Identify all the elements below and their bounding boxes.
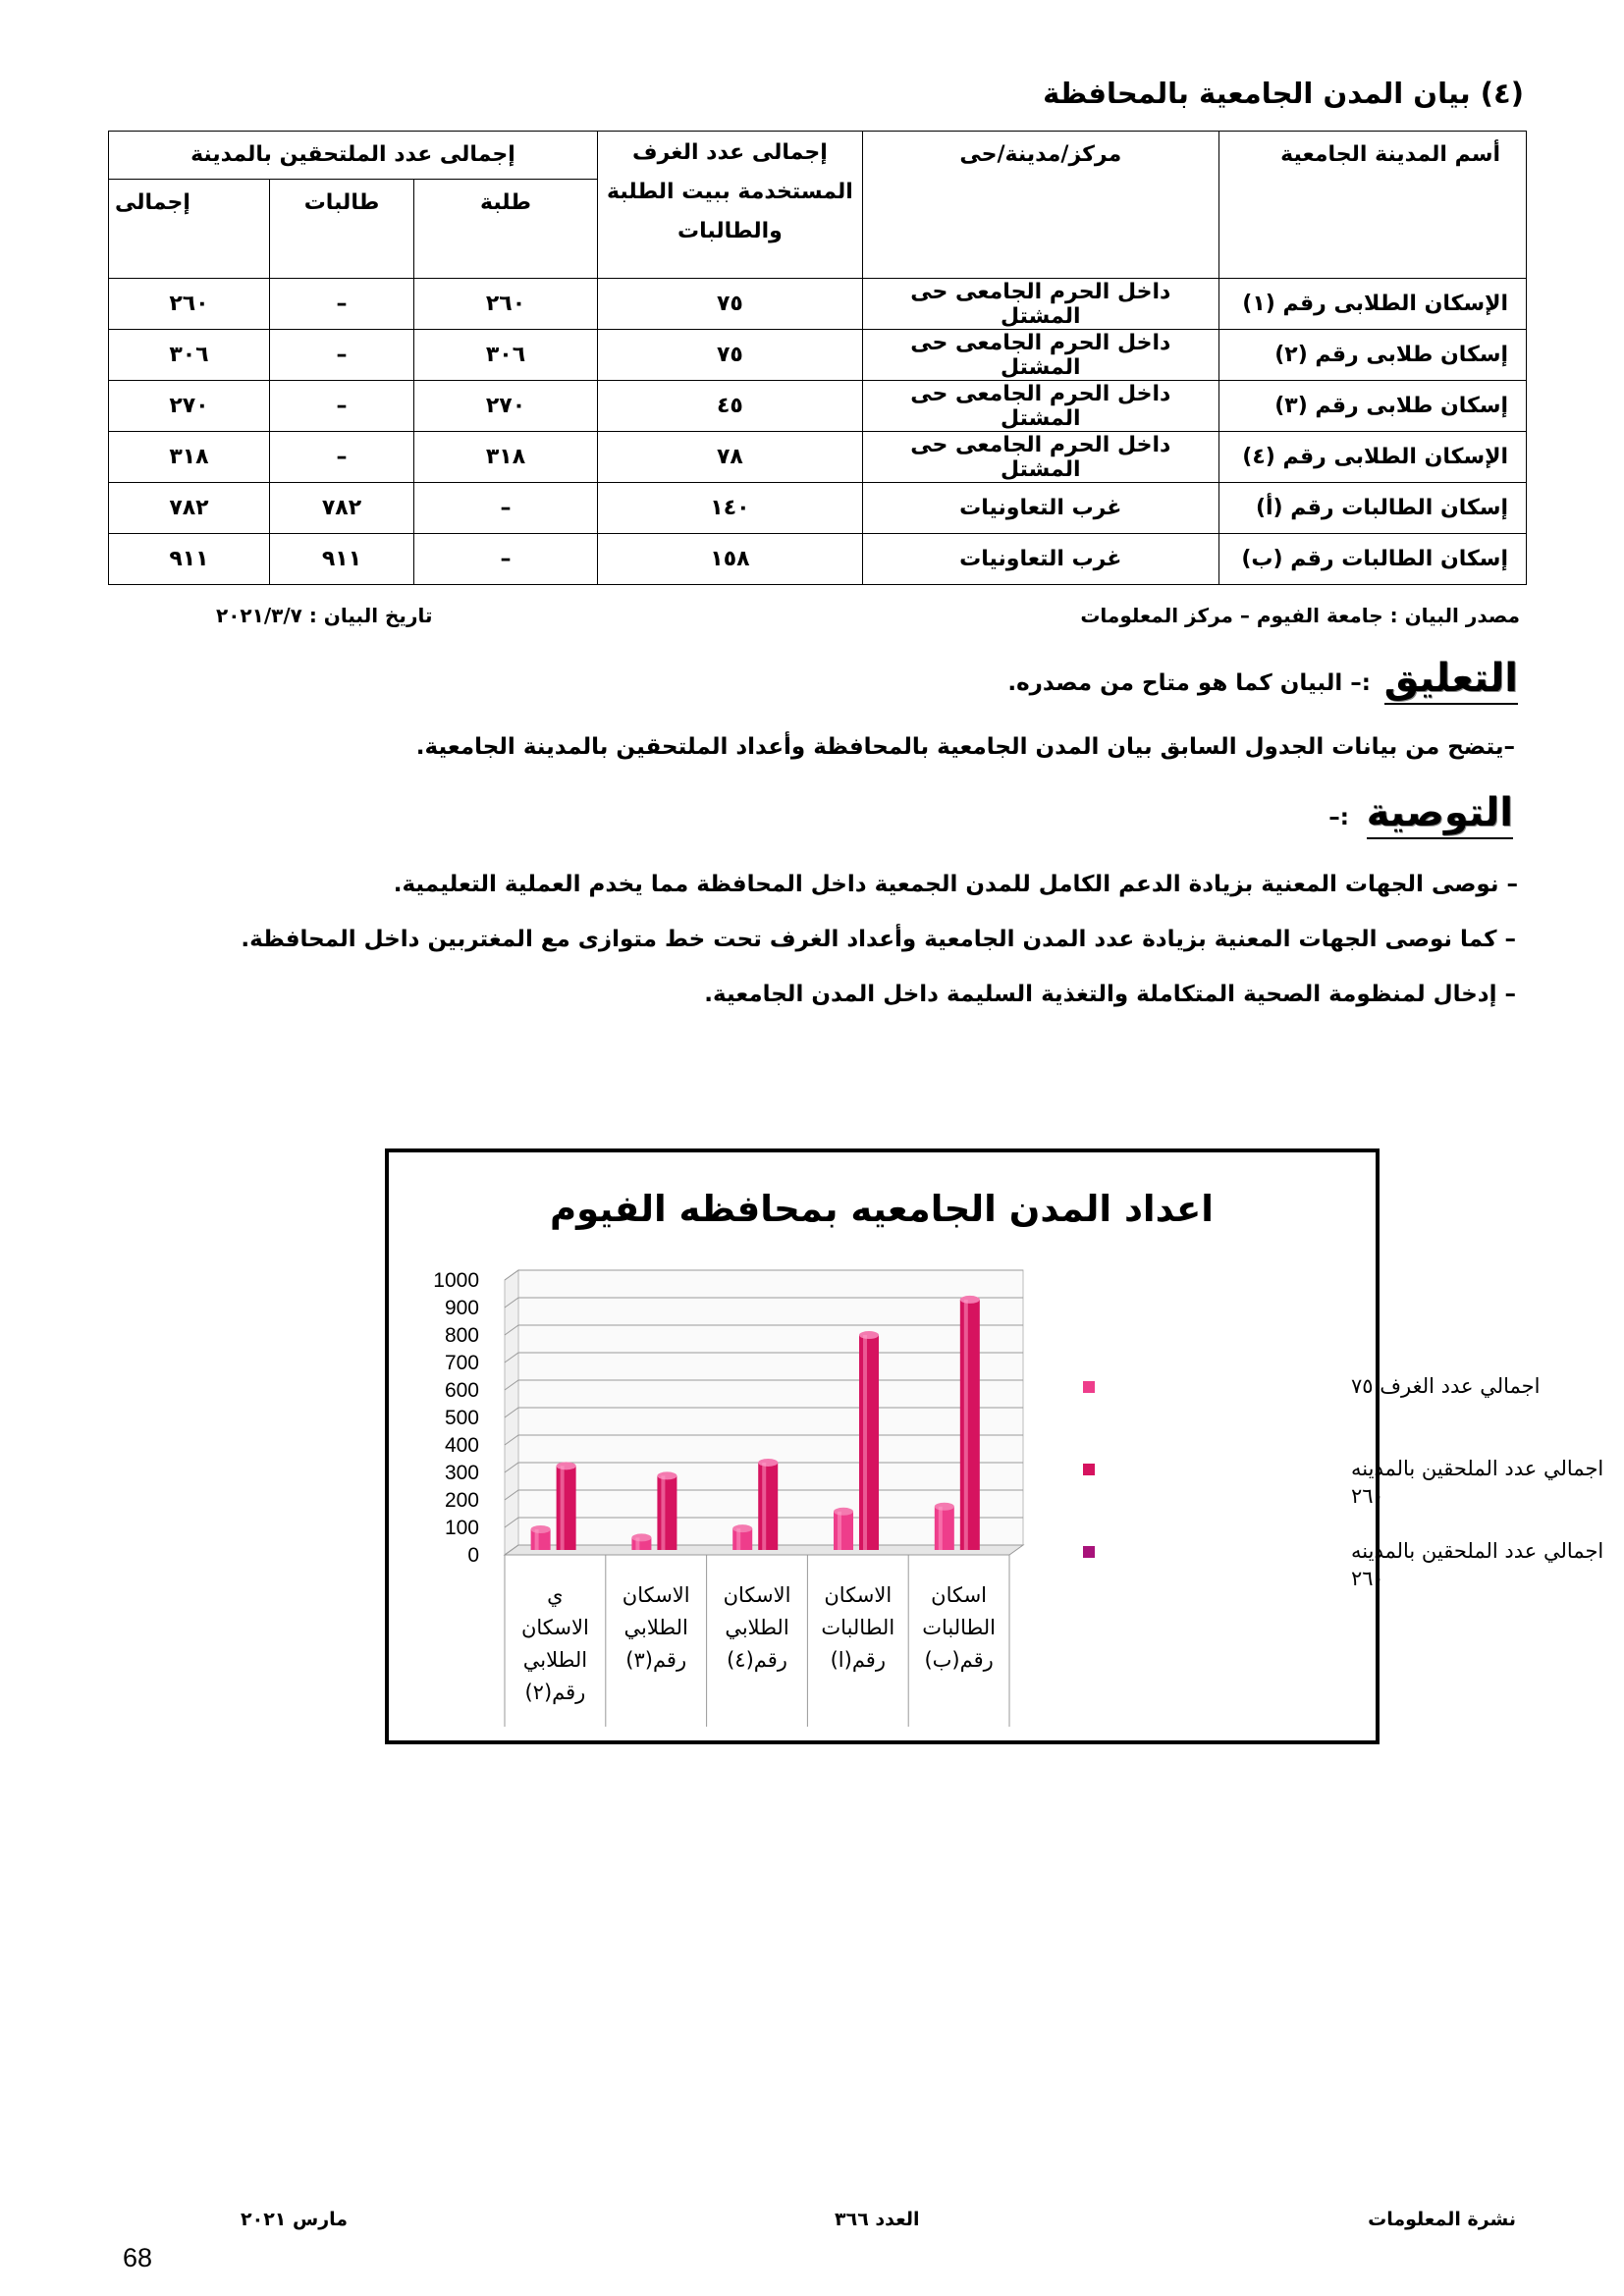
cell-male: ٢٧٠ bbox=[414, 381, 598, 432]
y-tick-label: 1000 bbox=[433, 1269, 479, 1292]
cell-name: إسكان طلابى رقم (٣) bbox=[1218, 381, 1526, 432]
x-category-label: الطالبات bbox=[821, 1616, 895, 1639]
cell-male: – bbox=[414, 534, 598, 585]
comment-detail: –يتضح من بيانات الجدول السابق بيان المدن الجامعية بالمحافظة وأعداد الملتحقين بالمدينة الجامعية. bbox=[415, 734, 1515, 760]
cell-rooms: ٧٥ bbox=[597, 330, 862, 381]
bar-top bbox=[557, 1462, 576, 1469]
y-tick-label: 900 bbox=[444, 1297, 479, 1319]
y-tick-label: 300 bbox=[444, 1462, 479, 1484]
bar bbox=[834, 1512, 853, 1550]
bar bbox=[935, 1507, 954, 1550]
cell-name: إسكان طلابى رقم (٢) bbox=[1218, 330, 1526, 381]
bar-highlight bbox=[661, 1475, 665, 1550]
x-category-label: الاسكان bbox=[723, 1583, 791, 1607]
table-row bbox=[109, 432, 1527, 483]
legend-swatch bbox=[1083, 1381, 1095, 1393]
y-tick-label: 600 bbox=[444, 1379, 479, 1402]
y-tick-label: 100 bbox=[444, 1517, 479, 1539]
bar-top bbox=[631, 1533, 651, 1541]
bar-top bbox=[834, 1508, 853, 1516]
cell-total: ٢٦٠ bbox=[109, 279, 270, 330]
bar bbox=[657, 1475, 677, 1550]
bar bbox=[557, 1466, 576, 1550]
x-category-label: الطلابي bbox=[725, 1616, 789, 1639]
data-date: تاريخ البيان : ٢٠٢١/٣/٧ bbox=[216, 604, 433, 627]
bar-highlight bbox=[838, 1512, 841, 1550]
footer-publication: نشرة المعلومات bbox=[1368, 2209, 1516, 2230]
y-tick-label: 200 bbox=[444, 1489, 479, 1512]
header-rooms: إجمالى عدد الغرف المستخدمة ببيت الطلبة والطالبات bbox=[597, 132, 862, 279]
cell-name: إسكان الطالبات رقم (أ) bbox=[1218, 483, 1526, 534]
header-male: طلبة bbox=[414, 180, 598, 279]
header-total: إجمالى bbox=[109, 180, 270, 279]
x-category-label: الطالبات bbox=[922, 1616, 996, 1639]
y-tick-label: 500 bbox=[444, 1407, 479, 1429]
cell-rooms: ١٤٠ bbox=[597, 483, 862, 534]
footer-issue: العدد ٣٦٦ bbox=[835, 2209, 920, 2230]
bar-highlight bbox=[635, 1537, 639, 1550]
comment-text: :– البيان كما هو متاح من مصدره. bbox=[1007, 670, 1371, 696]
cell-district: داخل الحرم الجامعى حى المشتل bbox=[862, 381, 1218, 432]
legend-label: اجمالي عدد الملحقين بالمدينه ٢٦٠ bbox=[1351, 1539, 1604, 1590]
header-enrolled: إجمالى عدد الملتحقين بالمدينة bbox=[109, 132, 598, 180]
bar bbox=[859, 1335, 879, 1550]
bar bbox=[758, 1463, 778, 1550]
table-row bbox=[109, 534, 1527, 585]
header-district: مركز/مدينة/حى bbox=[862, 132, 1218, 279]
x-category-label: اسكان bbox=[931, 1583, 988, 1607]
chart-title: اعداد المدن الجامعيه بمحافظه الفيوم bbox=[550, 1188, 1214, 1230]
bar bbox=[960, 1300, 980, 1550]
recommendation-item: – كما نوصى الجهات المعنية بزيادة عدد المدن الجامعية وأعداد الغرف تحت خط متوازى مع المغتربين داخل المحافظة. bbox=[241, 927, 1516, 952]
legend-label: اجمالي عدد الغرف ٧٥ bbox=[1351, 1374, 1541, 1398]
legend-label: اجمالي عدد الملحقين بالمدينه ٢٦٠ bbox=[1351, 1457, 1604, 1508]
bar-highlight bbox=[535, 1529, 539, 1550]
cell-male: ٣٠٦ bbox=[414, 330, 598, 381]
x-category-label: ي bbox=[547, 1583, 564, 1607]
recommendation-item: – إدخال لمنظومة الصحية المتكاملة والتغذية السليمة داخل المدن الجامعية. bbox=[704, 982, 1516, 1007]
cell-district: داخل الحرم الجامعى حى المشتل bbox=[862, 432, 1218, 483]
cell-name: الإسكان الطلابى رقم (١) bbox=[1218, 279, 1526, 330]
table-row bbox=[109, 279, 1527, 330]
cell-male: ٢٦٠ bbox=[414, 279, 598, 330]
bar-top bbox=[657, 1471, 677, 1479]
recommendation-suffix: :– bbox=[1328, 805, 1349, 830]
table-row bbox=[109, 330, 1527, 381]
x-category-label: الاسكان bbox=[520, 1616, 589, 1639]
y-tick-label: 800 bbox=[444, 1324, 479, 1347]
bar-highlight bbox=[561, 1466, 565, 1550]
x-category-label: الطلابي bbox=[623, 1616, 688, 1639]
x-category-label: الاسكان bbox=[622, 1583, 690, 1607]
legend-swatch bbox=[1083, 1546, 1095, 1558]
bar-highlight bbox=[863, 1335, 867, 1550]
cell-female: – bbox=[269, 279, 413, 330]
bar-highlight bbox=[964, 1300, 968, 1550]
y-tick-label: 700 bbox=[444, 1352, 479, 1374]
cell-total: ٩١١ bbox=[109, 534, 270, 585]
cell-name: الإسكان الطلابى رقم (٤) bbox=[1218, 432, 1526, 483]
cell-female: – bbox=[269, 432, 413, 483]
comment-heading: التعليق bbox=[1384, 656, 1518, 705]
chart-canvas bbox=[389, 1152, 1604, 1740]
cell-male: – bbox=[414, 483, 598, 534]
cell-male: ٣١٨ bbox=[414, 432, 598, 483]
cell-female: – bbox=[269, 330, 413, 381]
header-name: أسم المدينة الجامعية bbox=[1218, 132, 1526, 279]
page-number: 68 bbox=[123, 2243, 153, 2272]
recommendation-item: – نوصى الجهات المعنية بزيادة الدعم الكامل للمدن الجمعية داخل المحافظة مما يخدم العملية التعليمية. bbox=[393, 872, 1518, 897]
bar-top bbox=[758, 1459, 778, 1467]
x-category-label: الطلابي bbox=[522, 1648, 588, 1672]
cell-female: ٩١١ bbox=[269, 534, 413, 585]
cell-total: ٣١٨ bbox=[109, 432, 270, 483]
cell-district: داخل الحرم الجامعى حى المشتل bbox=[862, 330, 1218, 381]
x-category-label: رقم(٤) bbox=[727, 1648, 787, 1672]
cell-total: ٣٠٦ bbox=[109, 330, 270, 381]
footer-date: مارس ٢٠٢١ bbox=[241, 2209, 349, 2230]
cell-rooms: ٤٥ bbox=[597, 381, 862, 432]
bar-top bbox=[732, 1524, 752, 1532]
x-category-label: رقم(٢) bbox=[524, 1681, 586, 1704]
cell-female: – bbox=[269, 381, 413, 432]
cell-rooms: ١٥٨ bbox=[597, 534, 862, 585]
bar-highlight bbox=[736, 1528, 740, 1550]
bar-top bbox=[960, 1296, 980, 1304]
table-row bbox=[109, 381, 1527, 432]
bar-top bbox=[935, 1503, 954, 1511]
bar-chart bbox=[385, 1148, 1604, 1744]
cell-district: غرب التعاونيات bbox=[862, 534, 1218, 585]
cell-district: غرب التعاونيات bbox=[862, 483, 1218, 534]
data-source: مصدر البيان : جامعة الفيوم – مركز المعلومات bbox=[1080, 604, 1520, 627]
x-category-label: الاسكان bbox=[824, 1583, 893, 1607]
bar-top bbox=[859, 1331, 879, 1339]
section-title: (٤) بيان المدن الجامعية بالمحافظة bbox=[1043, 77, 1524, 110]
legend-swatch bbox=[1083, 1464, 1095, 1475]
cell-female: ٧٨٢ bbox=[269, 483, 413, 534]
bar-highlight bbox=[762, 1463, 766, 1550]
recommendation-heading: التوصية bbox=[1367, 790, 1513, 839]
cell-name: إسكان الطالبات رقم (ب) bbox=[1218, 534, 1526, 585]
university-cities-table bbox=[108, 131, 1527, 585]
cell-total: ٧٨٢ bbox=[109, 483, 270, 534]
table-row bbox=[109, 483, 1527, 534]
x-category-label: رقم(٣) bbox=[625, 1648, 687, 1672]
bar-highlight bbox=[939, 1507, 943, 1550]
cell-total: ٢٧٠ bbox=[109, 381, 270, 432]
cell-rooms: ٧٥ bbox=[597, 279, 862, 330]
y-tick-label: 0 bbox=[467, 1544, 479, 1567]
header-female: طالبات bbox=[269, 180, 413, 279]
x-category-label: رقم(ب) bbox=[924, 1648, 994, 1672]
y-tick-label: 400 bbox=[444, 1434, 479, 1457]
cell-district: داخل الحرم الجامعى حى المشتل bbox=[862, 279, 1218, 330]
bar-top bbox=[531, 1525, 551, 1533]
x-category-label: رقم(ا) bbox=[830, 1648, 886, 1672]
cell-rooms: ٧٨ bbox=[597, 432, 862, 483]
